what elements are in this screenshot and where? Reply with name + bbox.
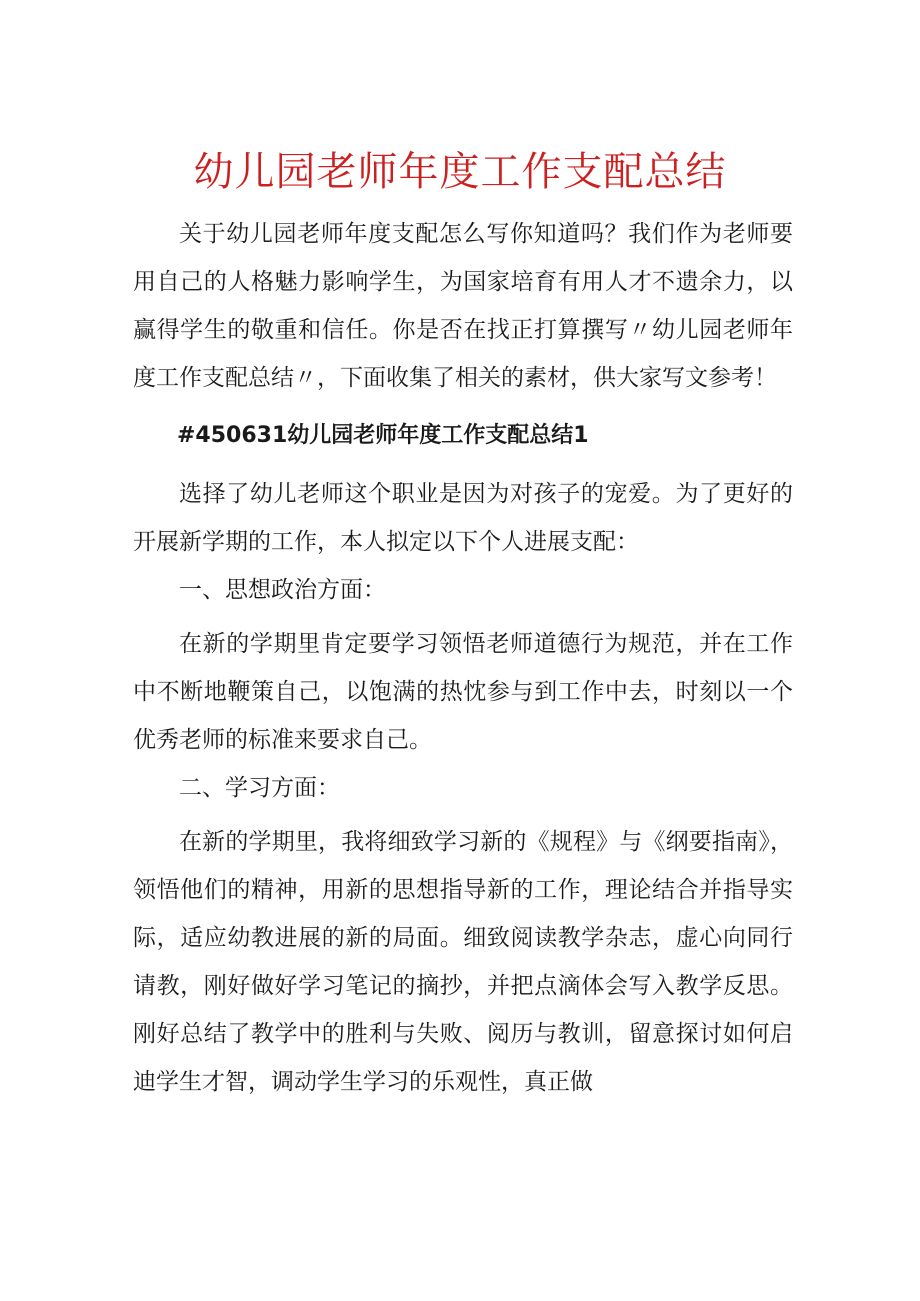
intro-paragraph: 关于幼儿园老师年度支配怎么写你知道吗？我们作为老师要用自己的人格魅力影响学生，为国家培育有用人才不遗余力，以赢得学生的敬重和信任。你是否在找正打算撰写〃幼儿园老师年度工作支配总结〃，下面收集了相关的素材，供大家写文参考！ <box>133 221 793 391</box>
section-heading: #450631幼儿园老师年度工作支配总结1 <box>177 423 589 448</box>
body-paragraph: 在新的学期里肯定要学习领悟老师道德行为规范，并在工作中不断地鞭策自己，以饱满的热忱参与到工作中去，时刻以一个优秀老师的标准来要求自己。 <box>133 631 793 753</box>
document-body <box>133 210 793 1106</box>
document-title: 幼儿园老师年度工作支配总结 <box>193 149 727 195</box>
subsection-heading-study: 二、学习方面： <box>179 775 340 801</box>
body-paragraph: 在新的学期里，我将细致学习新的《规程》与《纲要指南》，领悟他们的精神，用新的思想指导新的工作，理论结合并指导实际，适应幼教进展的新的局面。细致阅读教学杂志，虚心向同行请教，刚好做好学习笔记的摘抄，并把点滴体会写入教学反思。刚好总结了教学中的胜利与失败、阅历与教训，留意探讨如何启迪学生才智，调动学生学习的乐观性，真正做 <box>133 829 793 1095</box>
subsection-heading-politics: 一、思想政治方面： <box>179 577 386 603</box>
body-paragraph: 选择了幼儿老师这个职业是因为对孩子的宠爱。为了更好的开展新学期的工作，本人拟定以下个人进展支配： <box>133 481 793 555</box>
